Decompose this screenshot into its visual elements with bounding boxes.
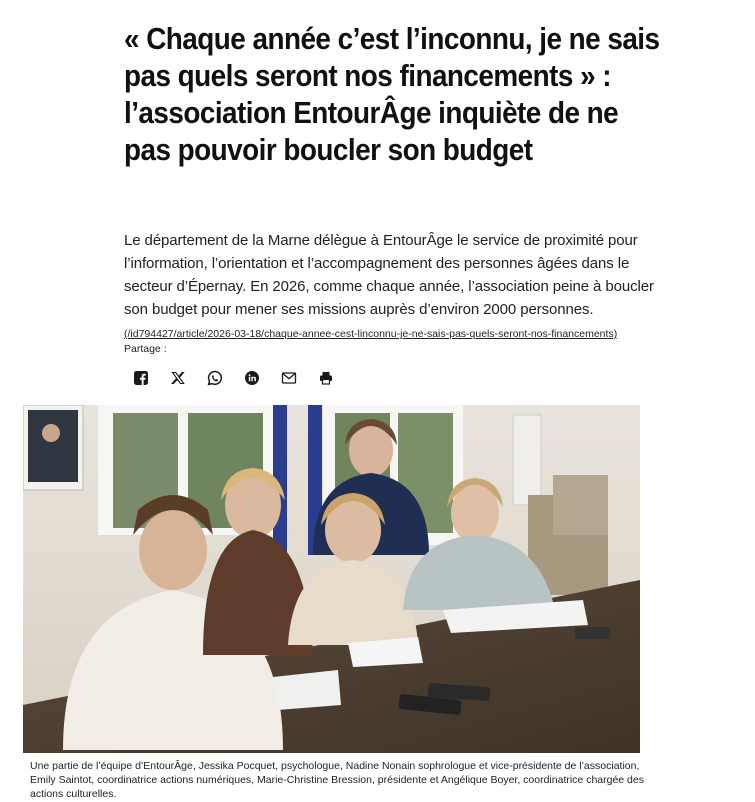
email-icon [281,370,297,386]
share-label: Partage : [124,343,167,355]
linkedin-icon [244,370,260,386]
facebook-icon [133,370,149,386]
share-whatsapp-button[interactable] [207,368,244,388]
share-print-button[interactable] [318,368,355,388]
share-facebook-button[interactable] [133,368,170,388]
whatsapp-icon [207,370,223,386]
photo-caption: Une partie de l’équipe d’EntourÂge, Jessika Pocquet, psychologue, Nadine Nonain sophrologue et vice-présidente de l’association, Emily Saintot, coordinatrice actions numériques, Marie-Christine Bression, présidente et Angélique Boyer, coordinatrice chargée des actions culturelles. [30,760,644,800]
share-x-button[interactable] [170,368,207,388]
group-photo-image [23,405,640,753]
article-header [124,20,664,168]
article-lead: Le département de la Marne délègue à EntourÂge le service de proximité pour l’information, l’orientation et l’accompagnement des personnes âgées dans le secteur d’Épernay. En 2026, comme chaque année, l’association peine à boucler son budget pour mener ses missions auprès d’environ 2000 personnes. [124,232,654,318]
print-icon [318,370,334,386]
share-linkedin-button[interactable] [244,368,281,388]
share-bar [133,368,355,388]
article-headline: « Chaque année c’est l’inconnu, je ne sais pas quels seront nos financements » : l’association EntourÂge inquiète de ne pas pouvoir boucler son budget [124,21,660,167]
article-photo [23,405,640,753]
x-icon [170,370,186,386]
share-email-button[interactable] [281,368,318,388]
article-permalink[interactable]: (/id794427/article/2026-03-18/chaque-annee-cest-linconnu-je-ne-sais-pas-quels-seront-nos-financements) [124,328,618,340]
